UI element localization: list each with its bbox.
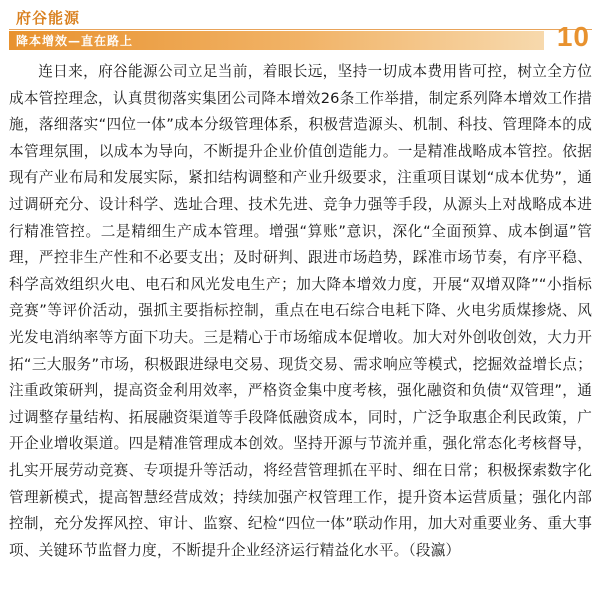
article-body: 连日来，府谷能源公司立足当前，着眼长远，坚持一切成本费用皆可控，树立全方位成本管控理念，认真贯彻落实集团公司降本增效26条工作举措，制定系列降本增效工作措施，落细落实“四位一体”成本分级管理体系，积极营造源头、机制、科技、管理降本的成本管理氛围，以成本为导向，不断提升企业价值创造能力。一是精准战略成本管控。依据现有产业布局和发展实际，紧扣结构调整和产业升级要求，注重项目谋划“成本优势”，通过调研充分、设计科学、选址合理、技术先进、竞争力强等手段，从源头上对战略成本进行精准管控。二是精细生产成本管理。增强“算账”意识，深化“全面预算、成本倒逼”管理，严控非生产性和不必要支出；及时研判、跟进市场趋势，踩准市场节奏，有序平稳、科学高效组织火电、电石和风光发电生产；加大降本增效力度，开展“双增双降”“小指标竞赛”等评价活动，强抓主要指标控制，重点在电石综合电耗下降、火电劣质煤掺烧、风光发电消纳率等方面下功夫。三是精心于市场缩成本促增收。加大对外创收创效，大力开拓“三大服务”市场，积极跟进绿电交易、现货交易、需求响应等模式，挖掘效益增长点；注重政策研判，提高资金利用效率，严格资金集中度考核，强化融资和负债“双管理”，通过调整存量结构、拓展融资渠道等手段降低融资成本，同时，广泛争取惠企利民政策，广开企业增收渠道。四是精准管理成本创效。坚持开源与节流并重，强化常态化考核督导，扎实开展劳动竞赛、专项提升等活动，将经营管理抓在平时、细在日常；积极探索数字化管理新模式，提高智慧经营成效；持续加强产权管理工作，提升资本运营质量；强化内部控制，充分发挥风控、审计、监察、纪检“四位一体”联动作用，加大对重要业务、重大事项、关键环节监督力度，不断提升企业经济运行精益化水平。（段瀛） xyxy=(9,63,592,559)
section-title: 府谷能源 xyxy=(16,9,81,27)
header-divider xyxy=(9,29,592,30)
subtitle: 降本增效—直在路上 xyxy=(16,34,134,48)
subtitle-banner xyxy=(9,31,544,50)
page-header xyxy=(9,3,592,51)
page xyxy=(0,3,600,600)
page-number: 10 xyxy=(556,21,590,52)
